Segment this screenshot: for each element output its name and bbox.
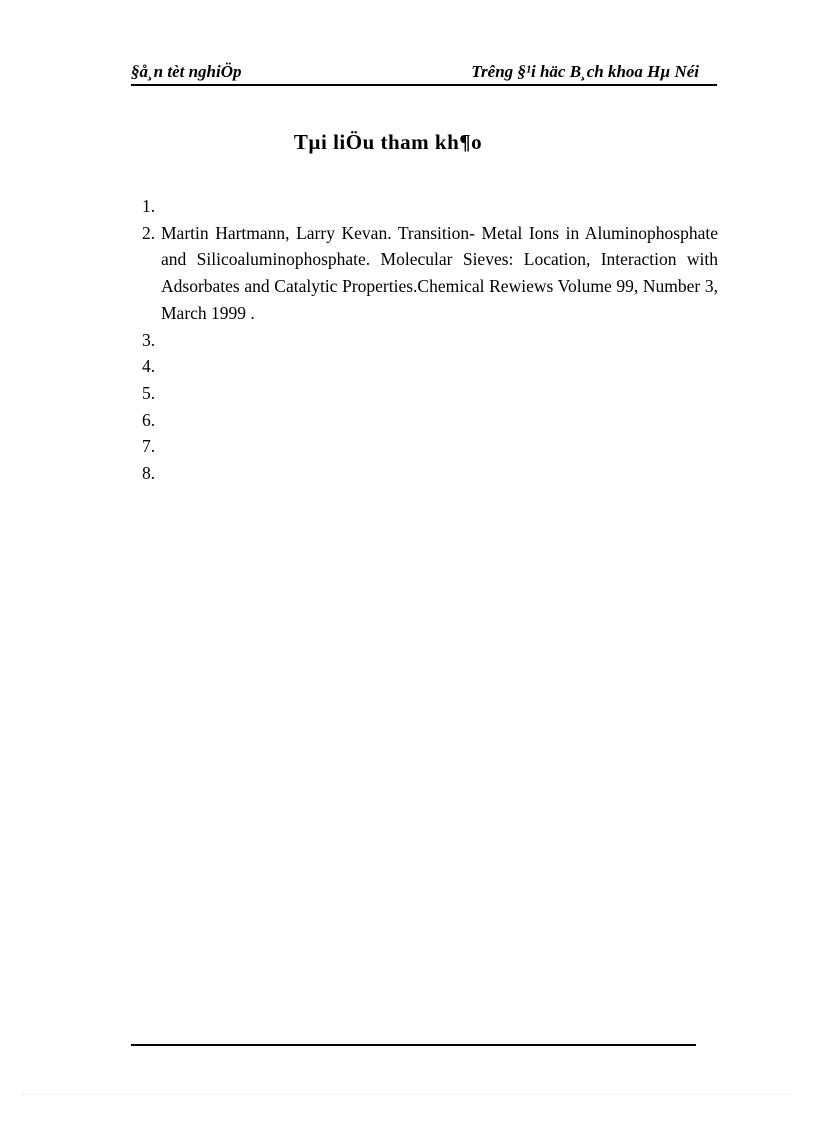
reference-item — [142, 220, 718, 327]
reference-text — [161, 460, 718, 487]
reference-item — [142, 193, 718, 220]
reference-number: 7. — [142, 436, 156, 457]
reference-item — [142, 353, 718, 380]
reference-text — [161, 327, 718, 354]
header-right-text: Trêng §¹i häc B¸ch khoa Hµ Néi — [471, 62, 699, 81]
reference-item — [142, 380, 718, 407]
reference-number: 4. — [142, 356, 156, 377]
reference-number: 3. — [142, 329, 156, 350]
reference-item — [142, 433, 718, 460]
page-header — [131, 60, 717, 86]
reference-number: 5. — [142, 382, 156, 403]
reference-text — [161, 433, 718, 460]
reference-text: Martin Hartmann, Larry Kevan. Transition- Metal Ions in Aluminophosphate and Silicoaluminophosphate. Molecular Sieves: Location, Interaction with Adsorbates and Catalytic Properties.Chemical Rewiews Volume 99, Number 3, March 1999 . — [161, 222, 718, 323]
reference-text — [161, 353, 718, 380]
reference-list — [142, 193, 718, 487]
reference-item — [142, 327, 718, 354]
reference-number: 8. — [142, 462, 156, 483]
header-left-text: §å¸n tèt nghiÖp — [131, 62, 242, 81]
page-bottom-edge — [22, 1094, 794, 1095]
reference-item — [142, 460, 718, 487]
references-title: Tµi liÖu tham kh¶o — [293, 130, 483, 154]
reference-text — [161, 193, 718, 220]
footer-rule — [131, 1044, 696, 1046]
reference-number: 1. — [142, 196, 156, 216]
reference-number: 2. — [142, 222, 156, 243]
reference-text — [161, 380, 718, 407]
reference-item — [142, 407, 718, 434]
reference-number: 6. — [142, 409, 156, 430]
reference-text — [161, 407, 718, 434]
